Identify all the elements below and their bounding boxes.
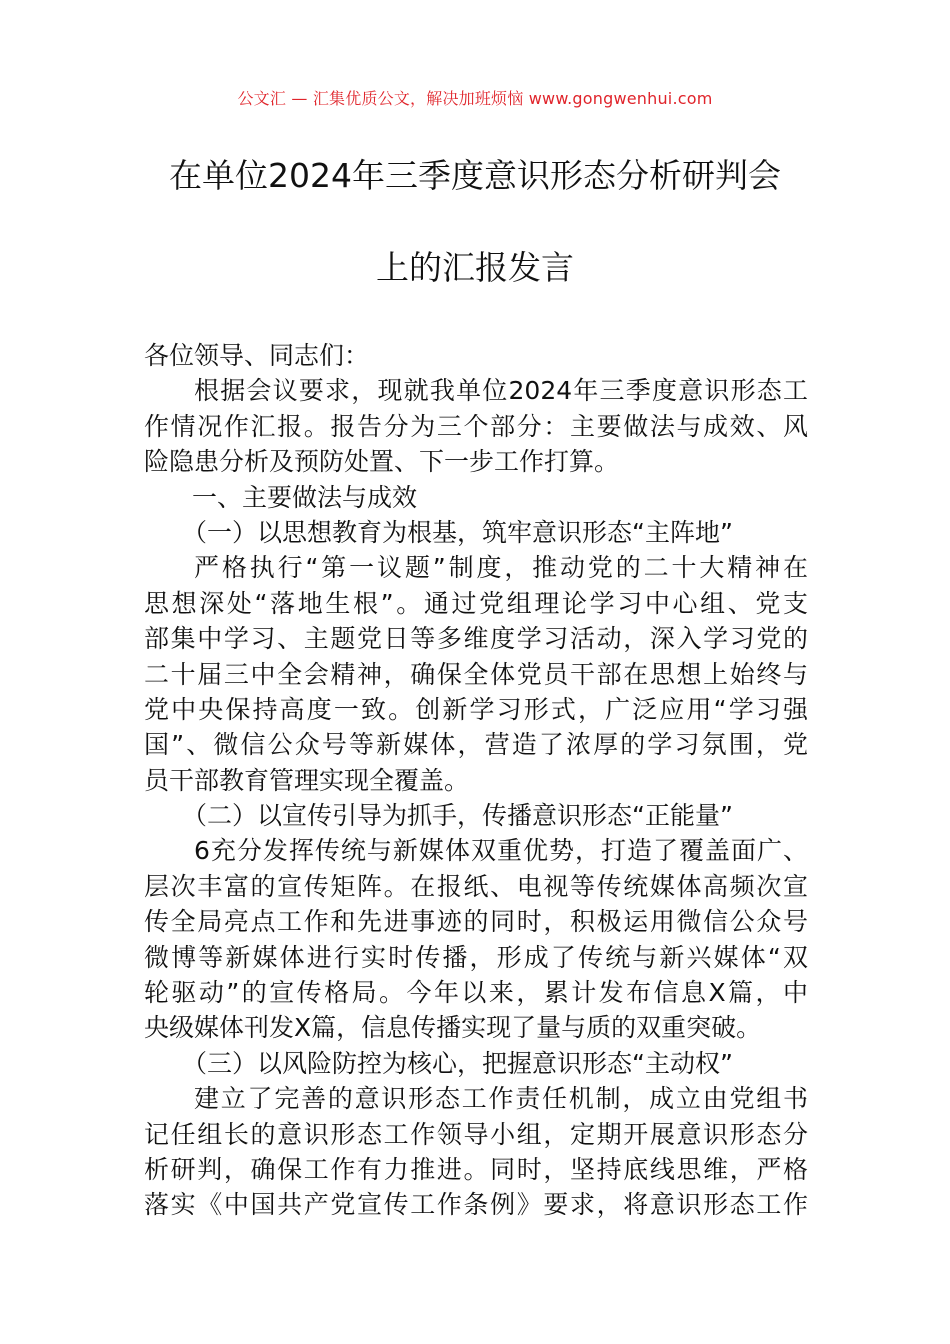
paragraph-line: 记任组长的意识形态工作领导小组，定期开展意识形态分 <box>144 1119 808 1149</box>
document-title-line-1: 在单位2024年三季度意识形态分析研判会 <box>169 156 781 195</box>
paragraph-line: 建立了完善的意识形态工作责任机制，成立由党组书 <box>194 1084 808 1114</box>
paragraph-line: 严格执行“第一议题”制度，推动党的二十大精神在 <box>194 553 808 583</box>
subsection-heading-2: （二）以宣传引导为抓手，传播意识形态“正能量” <box>182 801 733 831</box>
greeting: 各位领导、同志们： <box>144 341 370 370</box>
paragraph-line: 传全局亮点工作和先进事迹的同时，积极运用微信公众号 <box>144 907 808 937</box>
paragraph-line: 党中央保持高度一致。创新学习形式，广泛应用“学习强 <box>144 694 808 724</box>
paragraph-line: 思想深处“落地生根”。通过党组理论学习中心组、党支 <box>144 588 808 618</box>
subsection-heading-3: （三）以风险防控为核心，把握意识形态“主动权” <box>182 1048 733 1078</box>
document-body <box>144 338 808 1223</box>
paragraph-line: 落实《中国共产党宣传工作条例》要求，将意识形态工作 <box>144 1190 808 1220</box>
paragraph-line: 二十届三中全会精神，确保全体党员干部在思想上始终与 <box>144 659 808 689</box>
intro-line: 根据会议要求，现就我单位2024年三季度意识形态工 <box>194 376 808 406</box>
section-heading-1: 一、主要做法与成效 <box>192 482 418 512</box>
subsection-heading-1: （一）以思想教育为根基，筑牢意识形态“主阵地” <box>182 517 733 547</box>
paragraph-line: 层次丰富的宣传矩阵。在报纸、电视等传统媒体高频次宣 <box>144 871 808 901</box>
paragraph-line: 析研判，确保工作有力推进。同时，坚持底线思维，严格 <box>144 1154 808 1184</box>
site-banner: 公文汇 — 汇集优质公文，解决加班烦恼 www.gongwenhui.com <box>237 89 713 108</box>
paragraph-line: 微博等新媒体进行实时传播，形成了传统与新兴媒体“双 <box>144 942 808 972</box>
paragraph-line: 员干部教育管理实现全覆盖。 <box>144 765 470 795</box>
paragraph-line: 6充分发挥传统与新媒体双重优势，打造了覆盖面广、 <box>194 836 808 866</box>
paragraph-line: 轮驱动”的宣传格局。今年以来，累计发布信息X篇，中 <box>144 978 808 1008</box>
paragraph-line: 央级媒体刊发X篇，信息传播实现了量与质的双重突破。 <box>144 1013 762 1043</box>
intro-line: 险隐患分析及预防处置、下一步工作打算。 <box>144 447 620 477</box>
intro-line: 作情况作汇报。报告分为三个部分：主要做法与成效、风 <box>144 411 808 441</box>
paragraph-line: 国”、微信公众号等新媒体，营造了浓厚的学习氛围，党 <box>144 730 808 760</box>
paragraph-line: 部集中学习、主题党日等多维度学习活动，深入学习党的 <box>144 624 808 654</box>
document-title-line-2: 上的汇报发言 <box>376 248 574 287</box>
